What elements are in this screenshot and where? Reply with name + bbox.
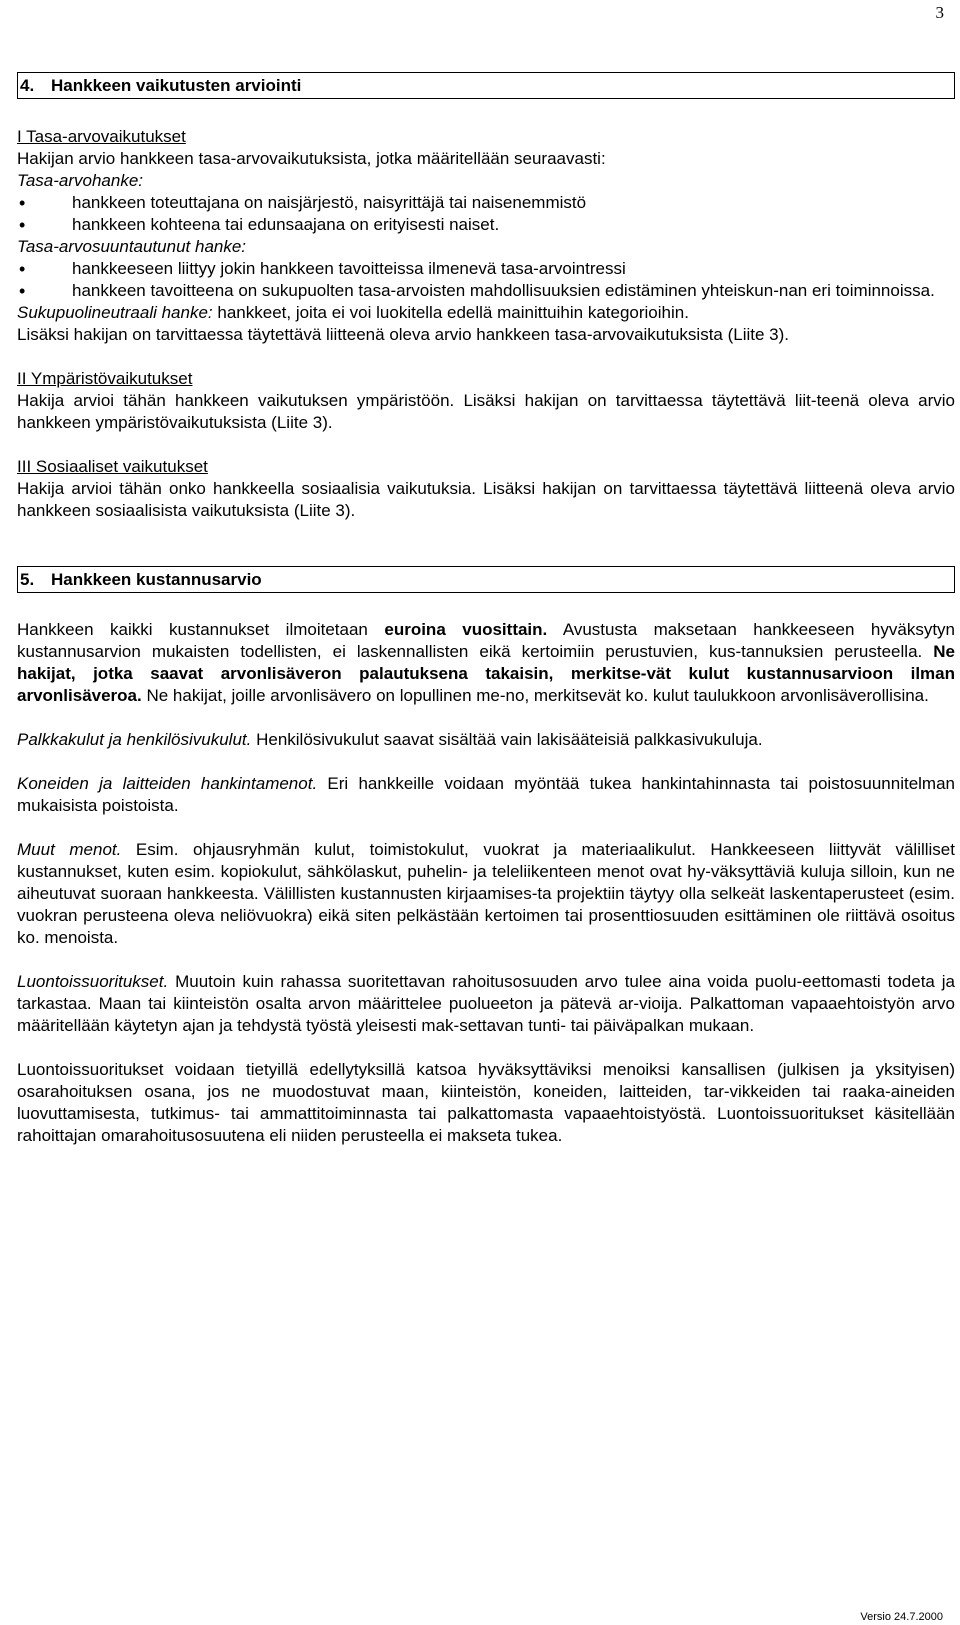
tasa-type1-list	[17, 192, 955, 236]
koneet-text: Eri hankkeille voidaan myöntää tukea hankintahinnasta tai poistosuunnitelman mukaisista poistoista.	[17, 774, 955, 815]
section-4-header	[17, 72, 955, 99]
section-5-number: 5.	[20, 570, 35, 589]
section-4-number: 4.	[20, 76, 35, 95]
tasa-note: Lisäksi hakijan on tarvittaessa täytettävä liitteenä oleva arvio hankkeen tasa-arvovaikutuksista (Liite 3).	[17, 325, 790, 344]
tasa-intro: Hakijan arvio hankkeen tasa-arvovaikutuksista, jotka määritellään seuraavasti:	[17, 149, 606, 168]
ymparisto-heading: II Ympäristövaikutukset	[17, 369, 193, 388]
tasa-type1-label: Tasa-arvohanke:	[17, 171, 144, 190]
palkka-label: Palkkakulut ja henkilösivukulut.	[17, 730, 252, 749]
text-run: Ne hakijat, joille arvonlisävero on lopullinen me-no, merkitsevät ko. kulut taulukkoon arvonlisäverollisina.	[141, 686, 929, 705]
version-footer: Versio 24.7.2000	[860, 1611, 943, 1623]
luontois-text: Muutoin kuin rahassa suoritettavan rahoitusosuuden arvo tulee aina voida puolu-eettomasti todeta ja tarkastaa. Maan tai kiinteistön osalta arvon määrittelee puolueeton ja pätevä ar-vioija. Palkattoman vapaaehtoistyön arvo määritellään käytetyn ajan ja tehdystä työstä yleisesti mak-settavan tunti- tai päiväpalkan mukaan.	[17, 972, 955, 1035]
section-4-title: Hankkeen vaikutusten arviointi	[51, 76, 302, 95]
tasa-type3-label: Sukupuolineutraali hanke:	[17, 303, 213, 322]
text-run: Avustusta maksetaan hankkeeseen hyväksytyn kustannusarvion mukaisten todellisten, ei laskennallisten eikä kertoimiin perustuvien, kus-tannuksien perusteella.	[17, 620, 955, 661]
koneet-paragraph	[17, 773, 955, 817]
list-item: • hankkeen kohteena tai edunsaajana on erityisesti naiset.	[17, 214, 955, 236]
text-run: Hankkeen kaikki kustannukset ilmoitetaan	[17, 620, 385, 639]
koneet-label: Koneiden ja laitteiden hankintamenot.	[17, 774, 318, 793]
tasa-type3-text: hankkeet, joita ei voi luokitella edellä mainittuihin kategorioihin.	[212, 303, 689, 322]
muut-label: Muut menot.	[17, 840, 122, 859]
palkka-paragraph	[17, 729, 955, 751]
muut-text: Esim. ohjausryhmän kulut, toimistokulut, vuokrat ja materiaalikulut. Hankkeeseen liittyvät välilliset kustannukset, kuten esim. kopiokulut, sähkölaskut, puhelin- ja teleliikenteen menot ovat hy-väksyttäviä kuluja silloin, kun ne aiheutuvat suoraan hankkeesta. Välillisten kustannusten kirjaamises-ta projektiin täytyy olla selkeät laskentaperusteet (esim. vuokran perusteena oleva neliövuokra) eikä siten pelkästään kertoimen tai prosenttiosuuden esittäminen ole riittävä osoitus ko. menoista.	[17, 840, 955, 947]
text-run-bold: Ne hakijat, jotka saavat arvonlisäveron palautuksena takaisin, merkitse-vät kulut kustannusarvioon ilman arvonlisäveroa.	[17, 642, 955, 705]
sosiaalinen-heading: III Sosiaaliset vaikutukset	[17, 457, 208, 476]
text-run-bold: euroina vuosittain.	[384, 620, 548, 639]
list-item: • hankkeen toteuttajana on naisjärjestö, naisyrittäjä tai naisenemmistö	[17, 192, 955, 214]
section-5-title: Hankkeen kustannusarvio	[51, 570, 262, 589]
section-5-header	[17, 566, 955, 593]
palkka-text: Henkilösivukulut saavat sisältää vain lakisääteisiä palkkasivukuluja.	[251, 730, 763, 749]
list-item: • hankkeen tavoitteena on sukupuolten tasa-arvoisten mahdollisuuksien edistäminen yhteiskun-nan eri toiminnoissa.	[17, 280, 955, 302]
luontois2-paragraph: Luontoissuoritukset voidaan tietyillä edellytyksillä katsoa hyväksyttäviksi menoiksi kansallisen (julkisen ja yksityisen) osarahoituksen osana, jos ne muodostuvat maan, kiinteistön, koneiden, laitteiden, tar-vikkeiden tai raaka-aineiden luovuttamisesta, tutkimus- tai ammattitoiminnasta tai palkattomasta vapaaehtoistyöstä. Luontoissuoritukset käsitellään rahoittajan omarahoitusosuutena eli niiden perusteella ei makseta tukea.	[17, 1060, 955, 1145]
sosiaalinen-text: Hakija arvioi tähän onko hankkeella sosiaalisia vaikutuksia. Lisäksi hakijan on tarvittaessa täytettävä liitteenä oleva arvio hankkeen sosiaalisista vaikutuksista (Liite 3).	[17, 479, 955, 520]
ymparisto-text: Hakija arvioi tähän hankkeen vaikutuksen ympäristöön. Lisäksi hakijan on tarvittaessa täytettävä liit-teenä oleva arvio hankkeen ympäristövaikutuksista (Liite 3).	[17, 391, 955, 432]
luontois-paragraph	[17, 971, 955, 1037]
tasa-type2-label: Tasa-arvosuuntautunut hanke:	[17, 237, 247, 256]
luontois-label: Luontoissuoritukset.	[17, 972, 169, 991]
list-item: • hankkeeseen liittyy jokin hankkeen tavoitteissa ilmenevä tasa-arvointressi	[17, 258, 955, 280]
document-body	[17, 72, 955, 1147]
page-number: 3	[935, 3, 944, 22]
tasa-type2-list	[17, 258, 955, 302]
tasa-heading: I Tasa-arvovaikutukset	[17, 127, 186, 146]
kustannus-paragraph	[17, 619, 955, 707]
tasa-type3	[17, 302, 955, 324]
muut-paragraph	[17, 839, 955, 949]
